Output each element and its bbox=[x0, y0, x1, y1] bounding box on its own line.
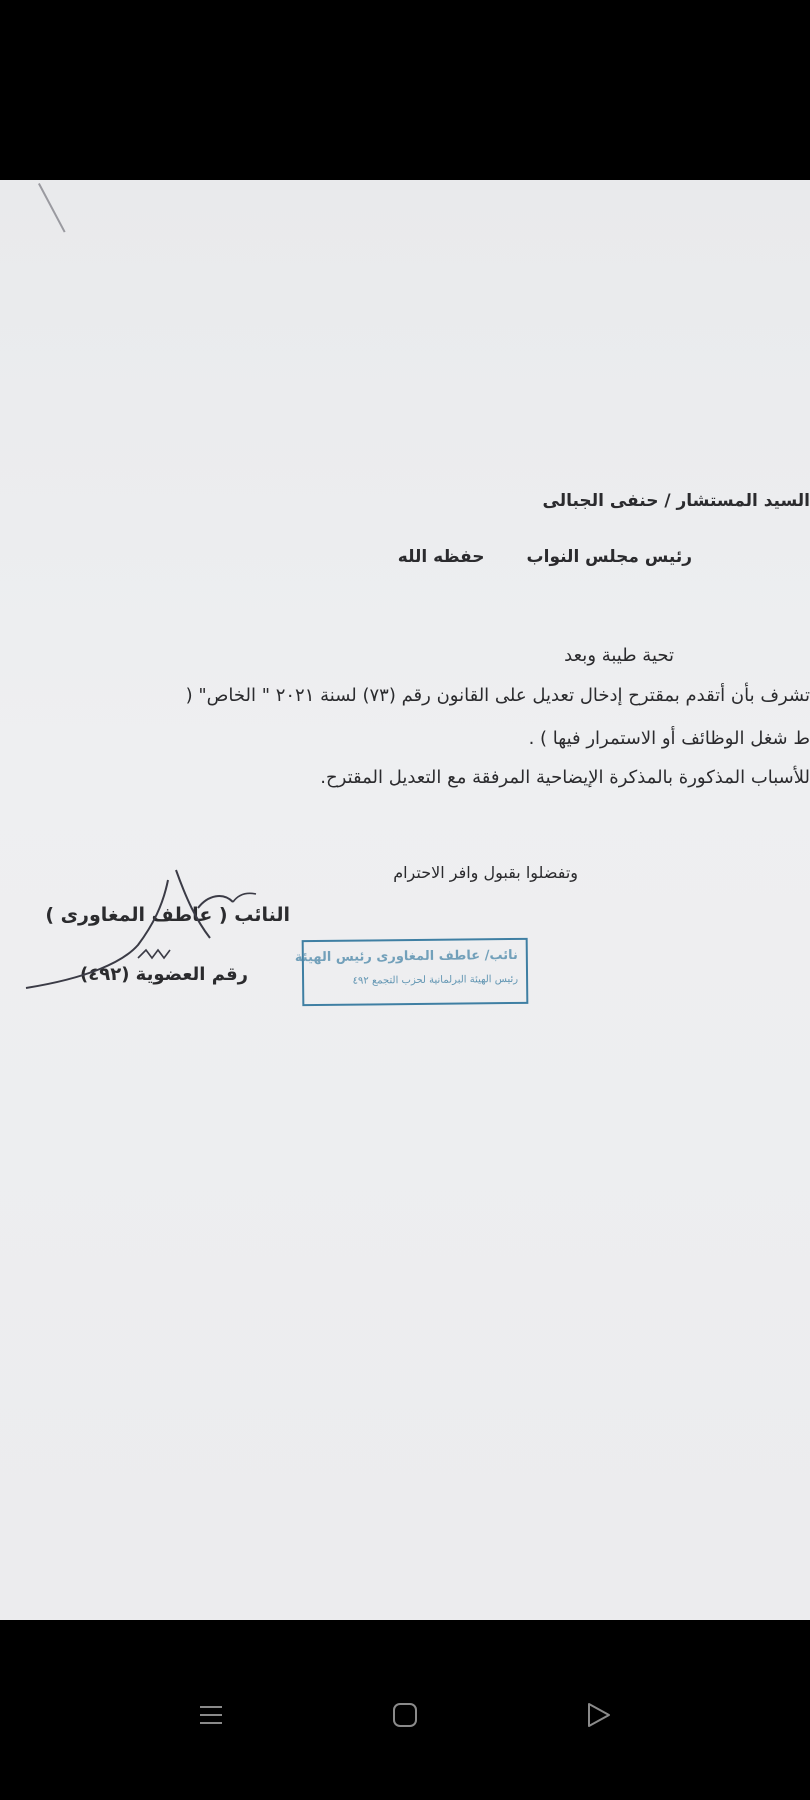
document-photo bbox=[0, 180, 810, 1620]
addressee-blessing: حفظه الله bbox=[397, 547, 485, 567]
closing-line: وتفضلوا بقبول وافر الاحترام bbox=[393, 863, 578, 882]
handwritten-signature bbox=[18, 850, 258, 990]
greeting: تحية طيبة وبعد bbox=[564, 645, 674, 666]
addressee-title: رئيس مجلس النواب bbox=[526, 547, 692, 567]
stamp-line-2: رئيس الهيئة البرلمانية لحزب التجمع ٤٩٢ bbox=[352, 973, 519, 987]
signature-name: النائب ( عاطف المغاورى ) bbox=[45, 904, 290, 926]
official-stamp bbox=[294, 938, 529, 1006]
home-icon[interactable] bbox=[390, 1700, 420, 1730]
addressee-line-2 bbox=[398, 547, 692, 567]
system-navigation-bar bbox=[0, 1620, 810, 1800]
back-icon[interactable] bbox=[583, 1700, 613, 1730]
membership-number: رقم العضوية (٤٩٢) bbox=[79, 964, 248, 985]
body-line-1: تشرف بأن أتقدم بمقترح إدخال تعديل على القانون رقم (٧٣) لسنة ٢٠٢١ " الخاص" ( bbox=[185, 685, 810, 706]
paper-fold-mark bbox=[38, 183, 66, 233]
body-line-2: ط شغل الوظائف أو الاستمرار فيها ) . bbox=[528, 728, 810, 749]
stamp-line-1: نائب/ عاطف المغاورى رئيس الهيئة bbox=[294, 947, 518, 966]
addressee-line-1: السيد المستشار / حنفى الجبالى bbox=[542, 491, 810, 511]
body-line-3: للأسباب المذكورة بالمذكرة الإيضاحية المرفقة مع التعديل المقترح. bbox=[320, 767, 810, 788]
menu-icon[interactable] bbox=[196, 1700, 226, 1730]
